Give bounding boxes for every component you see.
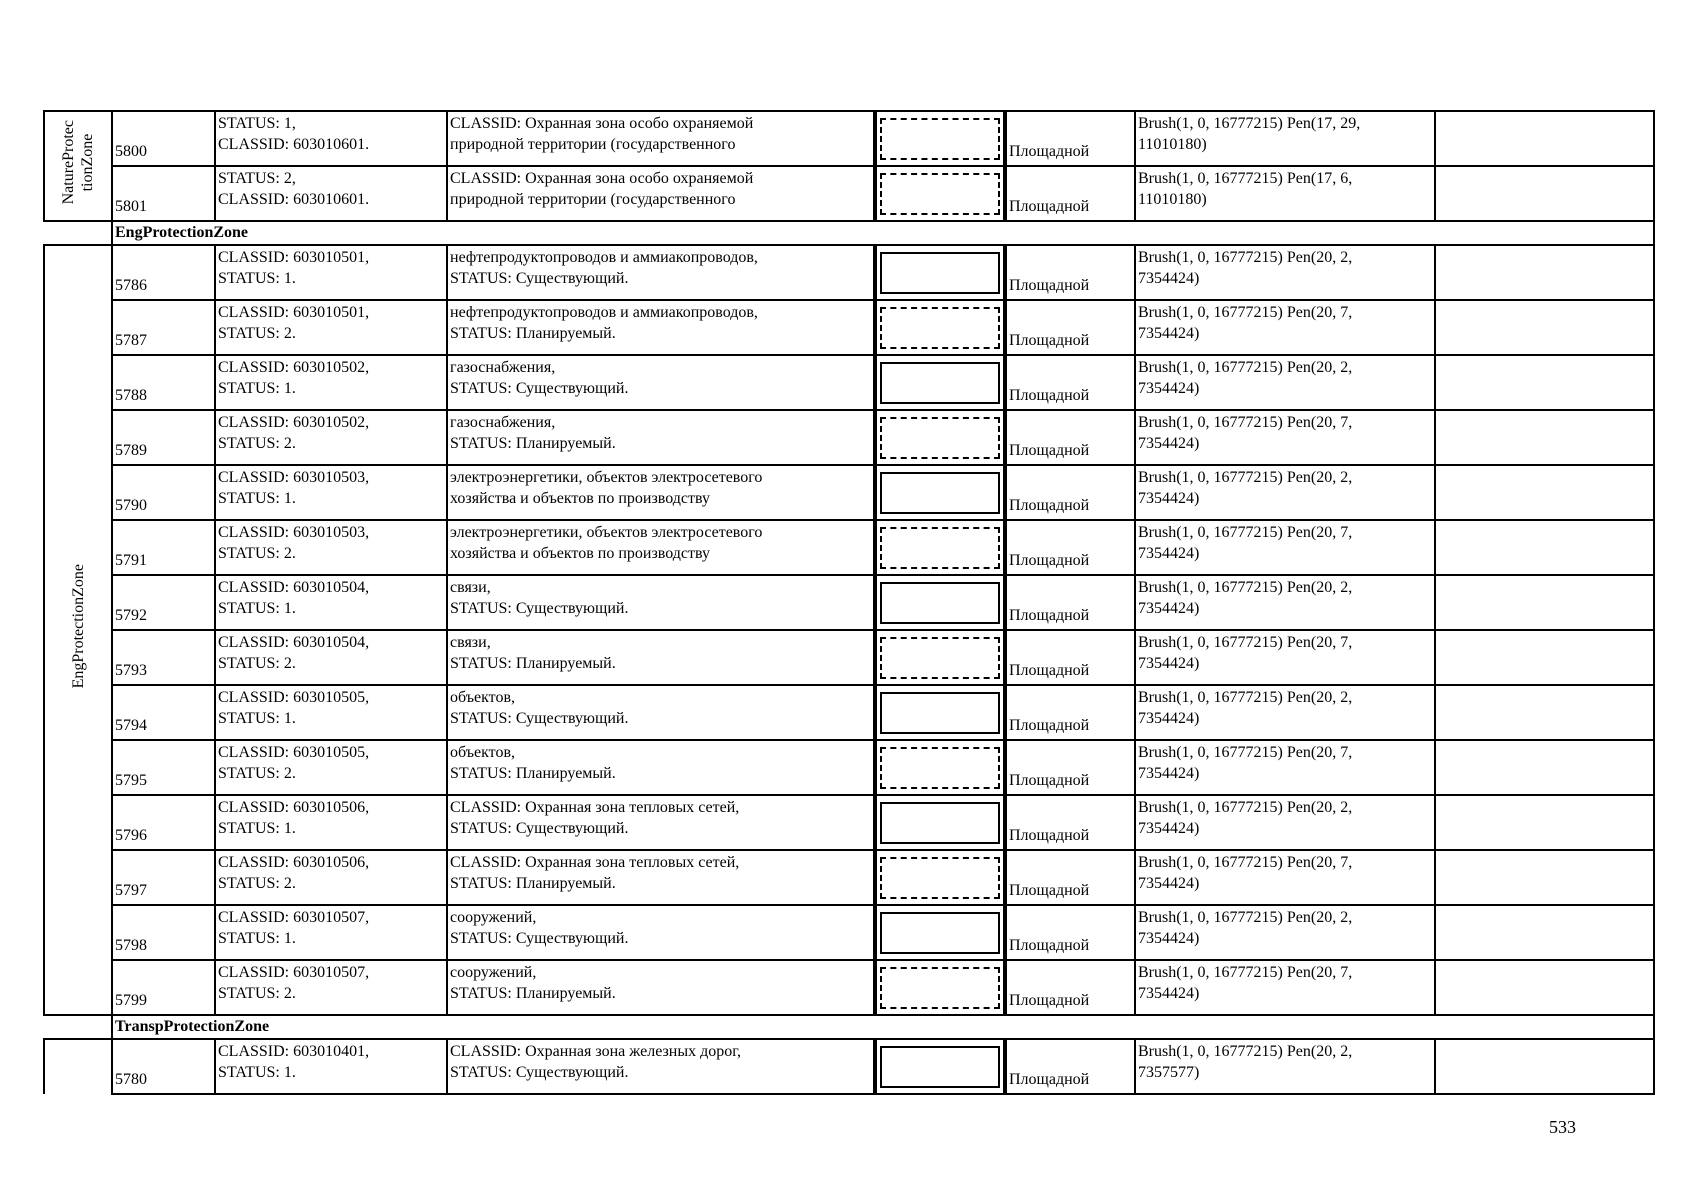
- row-description: электроэнергетики, объектов электросетевого хозяйства и объектов по производству: [447, 520, 875, 575]
- row-id: 5798: [112, 905, 215, 960]
- row-extra: [1435, 465, 1654, 520]
- symbol-swatch: [880, 802, 1000, 844]
- symbol-cell: [875, 630, 1005, 685]
- table-row: [44, 795, 1654, 850]
- symbol-cell: [875, 465, 1005, 520]
- row-type: Площадной: [1005, 630, 1135, 685]
- row-style: Brush(1, 0, 16777215) Pen(20, 2, 7354424): [1135, 575, 1435, 630]
- symbol-cell: [875, 905, 1005, 960]
- row-status: STATUS: 1, CLASSID: 603010601.: [215, 111, 447, 166]
- row-id: 5788: [112, 355, 215, 410]
- row-style: Brush(1, 0, 16777215) Pen(20, 2, 7357577): [1135, 1039, 1435, 1094]
- row-type: Площадной: [1005, 1039, 1135, 1094]
- row-extra: [1435, 410, 1654, 465]
- row-type: Площадной: [1005, 575, 1135, 630]
- row-extra: [1435, 300, 1654, 355]
- row-style: Brush(1, 0, 16777215) Pen(20, 7, 7354424): [1135, 520, 1435, 575]
- row-id: 5787: [112, 300, 215, 355]
- table-row: [44, 960, 1654, 1015]
- group-label-cell: [44, 111, 112, 221]
- symbol-swatch: [880, 307, 1000, 349]
- row-style: Brush(1, 0, 16777215) Pen(17, 6, 11010180): [1135, 166, 1435, 221]
- row-type: Площадной: [1005, 520, 1135, 575]
- symbol-swatch: [880, 472, 1000, 514]
- row-type: Площадной: [1005, 410, 1135, 465]
- row-description: сооружений, STATUS: Существующий.: [447, 905, 875, 960]
- group-label-cell: [44, 1039, 112, 1094]
- row-type: Площадной: [1005, 795, 1135, 850]
- group-label-cell: [44, 245, 112, 1015]
- row-description: нефтепродуктопроводов и аммиакопроводов, STATUS: Существующий.: [447, 245, 875, 300]
- row-status: CLASSID: 603010502, STATUS: 1.: [215, 355, 447, 410]
- row-id: 5786: [112, 245, 215, 300]
- symbol-cell: [875, 795, 1005, 850]
- row-extra: [1435, 630, 1654, 685]
- table-row: [44, 575, 1654, 630]
- symbol-swatch: [880, 252, 1000, 294]
- row-extra: [1435, 905, 1654, 960]
- table-row: [44, 300, 1654, 355]
- table-row: [44, 685, 1654, 740]
- row-style: Brush(1, 0, 16777215) Pen(20, 2, 7354424): [1135, 685, 1435, 740]
- symbol-cell: [875, 1039, 1005, 1094]
- symbol-cell: [875, 245, 1005, 300]
- symbol-swatch: [880, 173, 1000, 215]
- symbol-cell: [875, 960, 1005, 1015]
- group-label-nature: NatureProtec tionZone: [60, 120, 96, 205]
- symbol-swatch: [880, 637, 1000, 679]
- row-description: CLASSID: Охранная зона особо охраняемой природной территории (государственного: [447, 111, 875, 166]
- row-style: Brush(1, 0, 16777215) Pen(20, 7, 7354424): [1135, 850, 1435, 905]
- row-style: Brush(1, 0, 16777215) Pen(20, 2, 7354424): [1135, 465, 1435, 520]
- section-heading-transp: TranspProtectionZone: [112, 1015, 1654, 1039]
- row-style: Brush(1, 0, 16777215) Pen(20, 7, 7354424): [1135, 300, 1435, 355]
- row-style: Brush(1, 0, 16777215) Pen(20, 7, 7354424): [1135, 960, 1435, 1015]
- table-row: [44, 410, 1654, 465]
- row-description: объектов, STATUS: Существующий.: [447, 685, 875, 740]
- table-row: [44, 905, 1654, 960]
- symbol-swatch: [880, 967, 1000, 1009]
- row-id: 5799: [112, 960, 215, 1015]
- symbol-swatch: [880, 527, 1000, 569]
- row-type: Площадной: [1005, 355, 1135, 410]
- row-id: 5797: [112, 850, 215, 905]
- symbol-cell: [875, 575, 1005, 630]
- table-row: [44, 111, 1654, 166]
- row-id: 5791: [112, 520, 215, 575]
- row-type: Площадной: [1005, 685, 1135, 740]
- symbol-swatch: [880, 857, 1000, 899]
- row-style: Brush(1, 0, 16777215) Pen(20, 2, 7354424): [1135, 355, 1435, 410]
- row-description: связи, STATUS: Существующий.: [447, 575, 875, 630]
- row-type: Площадной: [1005, 465, 1135, 520]
- row-status: CLASSID: 603010506, STATUS: 1.: [215, 795, 447, 850]
- row-style: Brush(1, 0, 16777215) Pen(20, 7, 7354424): [1135, 410, 1435, 465]
- page-number: 533: [1549, 1117, 1576, 1137]
- row-type: Площадной: [1005, 960, 1135, 1015]
- table-row: [44, 355, 1654, 410]
- row-type: Площадной: [1005, 111, 1135, 166]
- row-id: 5793: [112, 630, 215, 685]
- row-extra: [1435, 685, 1654, 740]
- row-description: сооружений, STATUS: Планируемый.: [447, 960, 875, 1015]
- symbol-cell: [875, 300, 1005, 355]
- table-row: [44, 520, 1654, 575]
- row-status: CLASSID: 603010504, STATUS: 1.: [215, 575, 447, 630]
- row-description: электроэнергетики, объектов электросетевого хозяйства и объектов по производству: [447, 465, 875, 520]
- symbol-swatch: [880, 747, 1000, 789]
- table-row: [44, 850, 1654, 905]
- row-extra: [1435, 850, 1654, 905]
- row-type: Площадной: [1005, 300, 1135, 355]
- row-type: Площадной: [1005, 740, 1135, 795]
- symbol-swatch: [880, 912, 1000, 954]
- symbol-cell: [875, 520, 1005, 575]
- table-row: [44, 166, 1654, 221]
- row-description: газоснабжения, STATUS: Существующий.: [447, 355, 875, 410]
- symbol-cell: [875, 355, 1005, 410]
- table-row: [44, 245, 1654, 300]
- row-description: объектов, STATUS: Планируемый.: [447, 740, 875, 795]
- row-id: 5792: [112, 575, 215, 630]
- row-id: 5795: [112, 740, 215, 795]
- row-status: CLASSID: 603010501, STATUS: 1.: [215, 245, 447, 300]
- symbol-swatch: [880, 582, 1000, 624]
- symbol-cell: [875, 685, 1005, 740]
- row-description: газоснабжения, STATUS: Планируемый.: [447, 410, 875, 465]
- row-extra: [1435, 960, 1654, 1015]
- section-heading-eng: EngProtectionZone: [112, 221, 1654, 245]
- row-id: 5789: [112, 410, 215, 465]
- row-style: Brush(1, 0, 16777215) Pen(20, 7, 7354424): [1135, 630, 1435, 685]
- row-description: CLASSID: Охранная зона железных дорог, STATUS: Существующий.: [447, 1039, 875, 1094]
- symbol-cell: [875, 850, 1005, 905]
- row-id: 5801: [112, 166, 215, 221]
- row-status: CLASSID: 603010401, STATUS: 1.: [215, 1039, 447, 1094]
- row-style: Brush(1, 0, 16777215) Pen(20, 2, 7354424): [1135, 245, 1435, 300]
- symbol-swatch: [880, 692, 1000, 734]
- row-style: Brush(1, 0, 16777215) Pen(20, 2, 7354424): [1135, 795, 1435, 850]
- row-extra: [1435, 245, 1654, 300]
- row-extra: [1435, 795, 1654, 850]
- row-style: Brush(1, 0, 16777215) Pen(20, 2, 7354424): [1135, 905, 1435, 960]
- table-row: [44, 630, 1654, 685]
- row-description: CLASSID: Охранная зона тепловых сетей, STATUS: Планируемый.: [447, 850, 875, 905]
- table-row: [44, 465, 1654, 520]
- table-row: [44, 740, 1654, 795]
- symbol-table: [43, 110, 1655, 1095]
- row-status: CLASSID: 603010504, STATUS: 2.: [215, 630, 447, 685]
- group-label-eng: EngProtectionZone: [69, 564, 87, 689]
- row-status: CLASSID: 603010506, STATUS: 2.: [215, 850, 447, 905]
- row-extra: [1435, 575, 1654, 630]
- symbol-swatch: [880, 417, 1000, 459]
- table-row: [44, 1039, 1654, 1094]
- row-status: CLASSID: 603010505, STATUS: 1.: [215, 685, 447, 740]
- row-extra: [1435, 355, 1654, 410]
- symbol-swatch: [880, 1046, 1000, 1088]
- symbol-swatch: [880, 118, 1000, 160]
- row-style: Brush(1, 0, 16777215) Pen(17, 29, 11010180): [1135, 111, 1435, 166]
- section-heading-row: [44, 221, 1654, 245]
- row-status: CLASSID: 603010507, STATUS: 1.: [215, 905, 447, 960]
- row-extra: [1435, 166, 1654, 221]
- row-status: CLASSID: 603010503, STATUS: 1.: [215, 465, 447, 520]
- row-status: CLASSID: 603010502, STATUS: 2.: [215, 410, 447, 465]
- row-description: нефтепродуктопроводов и аммиакопроводов, STATUS: Планируемый.: [447, 300, 875, 355]
- symbol-cell: [875, 166, 1005, 221]
- row-status: CLASSID: 603010505, STATUS: 2.: [215, 740, 447, 795]
- symbol-cell: [875, 410, 1005, 465]
- row-extra: [1435, 520, 1654, 575]
- row-status: CLASSID: 603010507, STATUS: 2.: [215, 960, 447, 1015]
- section-heading-row: [44, 1015, 1654, 1039]
- row-type: Площадной: [1005, 905, 1135, 960]
- symbol-swatch: [880, 362, 1000, 404]
- row-description: CLASSID: Охранная зона особо охраняемой природной территории (государственного: [447, 166, 875, 221]
- row-extra: [1435, 111, 1654, 166]
- row-status: STATUS: 2, CLASSID: 603010601.: [215, 166, 447, 221]
- row-id: 5794: [112, 685, 215, 740]
- row-type: Площадной: [1005, 166, 1135, 221]
- row-status: CLASSID: 603010501, STATUS: 2.: [215, 300, 447, 355]
- row-description: связи, STATUS: Планируемый.: [447, 630, 875, 685]
- row-type: Площадной: [1005, 850, 1135, 905]
- row-description: CLASSID: Охранная зона тепловых сетей, STATUS: Существующий.: [447, 795, 875, 850]
- row-id: 5796: [112, 795, 215, 850]
- row-extra: [1435, 740, 1654, 795]
- row-type: Площадной: [1005, 245, 1135, 300]
- row-style: Brush(1, 0, 16777215) Pen(20, 7, 7354424): [1135, 740, 1435, 795]
- row-extra: [1435, 1039, 1654, 1094]
- row-id: 5800: [112, 111, 215, 166]
- row-status: CLASSID: 603010503, STATUS: 2.: [215, 520, 447, 575]
- row-id: 5780: [112, 1039, 215, 1094]
- symbol-cell: [875, 111, 1005, 166]
- row-id: 5790: [112, 465, 215, 520]
- symbol-cell: [875, 740, 1005, 795]
